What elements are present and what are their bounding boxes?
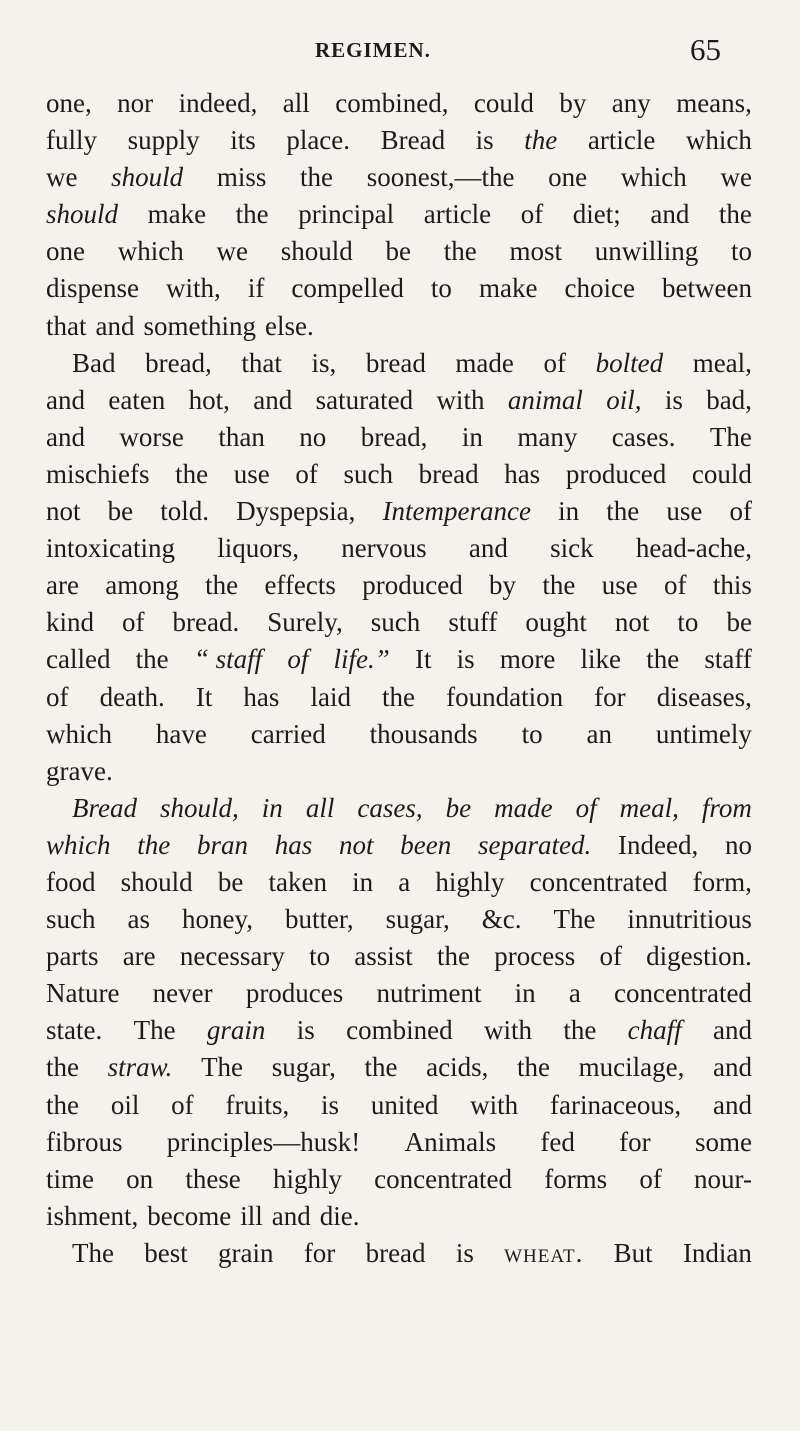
word: and [253, 384, 293, 415]
word: have [155, 718, 207, 749]
word: the [135, 644, 169, 675]
word: which [46, 829, 111, 860]
text-line [46, 604, 752, 641]
word: something [143, 310, 256, 341]
word: eaten [108, 384, 166, 415]
word: not [339, 829, 374, 860]
word: ought [525, 607, 587, 638]
word: the [364, 1052, 398, 1083]
word: is, [311, 347, 337, 378]
word: than [218, 421, 265, 452]
word: for [619, 1126, 651, 1157]
word: chaff [627, 1015, 682, 1046]
word: become [147, 1200, 232, 1231]
word: united [370, 1089, 439, 1120]
word: which [117, 236, 184, 267]
word: been [400, 829, 452, 860]
word: the [517, 1052, 550, 1083]
word: bolted [595, 347, 664, 378]
word: has [274, 829, 313, 860]
word: is [296, 1015, 315, 1046]
word: sugar, [385, 904, 450, 935]
word: carried [250, 718, 326, 749]
word: be [385, 236, 411, 267]
word: of [287, 644, 309, 675]
word: bad, [706, 384, 752, 415]
word: of [575, 792, 597, 823]
word: cases. [611, 421, 676, 452]
word: of [639, 1163, 662, 1194]
word: principles—husk! [166, 1126, 361, 1157]
word: as [127, 904, 150, 935]
word: such [343, 458, 393, 489]
word: parts [46, 941, 99, 972]
word: Bread [72, 792, 137, 823]
body-text [46, 85, 752, 1272]
word: supply [127, 125, 200, 156]
word: state. [46, 1015, 103, 1046]
text-line [46, 901, 752, 938]
word: concentrated [529, 866, 668, 897]
text-line [46, 938, 752, 975]
word: &c. [481, 904, 522, 935]
word: Indian [682, 1237, 752, 1268]
word: no [724, 829, 752, 860]
word: place. [286, 125, 351, 156]
word: all [282, 88, 310, 118]
word: any [611, 88, 651, 118]
word: and [468, 533, 508, 564]
word: The [201, 1052, 244, 1083]
word: combined [346, 1015, 453, 1046]
word: oil, [606, 384, 642, 415]
word: in [461, 421, 483, 452]
word: butter, [284, 904, 354, 935]
word: be [217, 866, 244, 897]
text-line [46, 530, 752, 567]
word: bran [197, 829, 249, 860]
word: a [568, 978, 581, 1009]
word: best [144, 1237, 188, 1268]
word: like [580, 644, 622, 675]
text-line [46, 419, 752, 456]
word: and [713, 1015, 752, 1046]
word: told. [160, 496, 210, 527]
word: that [46, 310, 87, 341]
text-line [46, 1087, 752, 1124]
word: one, [46, 88, 92, 118]
word: make [478, 273, 538, 304]
word: The [72, 1237, 114, 1268]
word: bread, [360, 421, 428, 452]
word: such [370, 607, 421, 638]
word: laid [310, 681, 351, 712]
word: could [473, 88, 534, 118]
word: fibrous [46, 1126, 123, 1157]
word: an [586, 718, 612, 749]
word: which [46, 718, 112, 749]
word: worse [119, 421, 184, 452]
word: “ staff [193, 644, 263, 675]
word: these [185, 1163, 241, 1194]
word: of [171, 1089, 194, 1120]
word: with [483, 1015, 532, 1046]
word: concentrated [374, 1163, 513, 1194]
word: which [685, 125, 752, 156]
word: staff [704, 644, 752, 675]
word: acids, [426, 1052, 489, 1083]
word: digestion. [646, 941, 752, 972]
word: is [475, 125, 494, 156]
word: indeed, [178, 88, 258, 118]
word: are [46, 570, 79, 601]
word: of [520, 199, 544, 230]
word: such [46, 904, 96, 935]
word: The [553, 904, 596, 935]
page-number: 65 [690, 32, 721, 67]
word: the [46, 1052, 79, 1083]
word: no [299, 421, 327, 452]
word: produces [245, 978, 344, 1009]
word: die. [319, 1200, 360, 1231]
word: in [514, 978, 536, 1009]
word: that [241, 347, 282, 378]
word: necessary [179, 941, 285, 972]
word: produced [362, 570, 463, 601]
text-line [46, 270, 752, 307]
text-line [46, 1161, 752, 1198]
word: are [122, 941, 156, 972]
word: foundation [446, 681, 564, 712]
word: should [280, 236, 353, 267]
word: intoxicating [46, 533, 175, 564]
word: and [46, 384, 85, 415]
word: the [646, 644, 680, 675]
text-line [46, 122, 752, 159]
word: hot, [188, 384, 230, 415]
word: and [46, 421, 85, 452]
word: Surely, [267, 607, 343, 638]
word: But [613, 1237, 653, 1268]
text-line [46, 716, 752, 753]
text-line [46, 233, 752, 270]
text-line [46, 308, 752, 345]
word: mischiefs [46, 458, 150, 489]
word: made [455, 347, 514, 378]
word: use [601, 570, 638, 601]
word: bread, [145, 347, 212, 378]
text-line [46, 641, 752, 678]
text-line [46, 790, 752, 827]
word: meal, [619, 792, 679, 823]
word: and [650, 199, 690, 230]
word: liquors, [217, 533, 299, 564]
text-line [46, 827, 752, 864]
word: means, [676, 88, 752, 118]
word: saturated [315, 384, 414, 415]
word: grain [206, 1015, 266, 1046]
word: in [261, 792, 283, 823]
word: we [46, 162, 78, 193]
word: made [494, 792, 553, 823]
word: separated. [478, 829, 592, 860]
word: life.” [333, 644, 390, 675]
word: unwilling [594, 236, 699, 267]
word: mucilage, [578, 1052, 685, 1083]
text-line [46, 679, 752, 716]
word: untimely [655, 718, 752, 749]
word: bread [365, 1237, 426, 1268]
word: The [709, 421, 752, 452]
word: of [664, 570, 687, 601]
word: we [720, 162, 752, 193]
text-line [46, 345, 752, 382]
word: be [107, 496, 134, 527]
word: nour- [694, 1163, 752, 1194]
word: the [235, 199, 269, 230]
word: Nature [46, 978, 120, 1009]
word: its [230, 125, 256, 156]
word: not [614, 607, 650, 638]
word: bread [365, 347, 426, 378]
word: ishment, [46, 1200, 139, 1231]
word: taken [268, 866, 327, 897]
word: is [456, 644, 475, 675]
word: cases, [357, 792, 423, 823]
word: could [691, 458, 752, 489]
word: stuff [448, 607, 498, 638]
text-line [46, 1124, 752, 1161]
word: It [195, 681, 213, 712]
word: be [726, 607, 752, 638]
word: The [133, 1015, 176, 1046]
word: kind [46, 607, 95, 638]
word: should, [160, 792, 239, 823]
word: is [664, 384, 683, 415]
word: head-ache, [635, 533, 752, 564]
word: honey, [181, 904, 253, 935]
word: else. [264, 310, 314, 341]
word: miss [216, 162, 267, 193]
word: use [233, 458, 270, 489]
word: between [662, 273, 752, 304]
word: on [126, 1163, 154, 1194]
word: of [599, 941, 622, 972]
word: a [398, 866, 411, 897]
word: be [445, 792, 472, 823]
word: to [677, 607, 699, 638]
word: one [548, 162, 588, 193]
word: the [563, 1015, 597, 1046]
word: thousands [369, 718, 478, 749]
word: use [666, 496, 703, 527]
word: one [46, 236, 85, 267]
word: sick [550, 533, 594, 564]
text-line [46, 753, 752, 790]
word: with [470, 1089, 519, 1120]
word: many [517, 421, 578, 452]
word: to [309, 941, 331, 972]
word: has [243, 681, 280, 712]
word: form, [692, 866, 752, 897]
word: fruits, [225, 1089, 290, 1120]
word: nor [117, 88, 154, 118]
word: with [436, 384, 485, 415]
word: the [718, 199, 752, 230]
word: never [152, 978, 213, 1009]
word: animal [507, 384, 583, 415]
word: the [437, 941, 471, 972]
word: this [712, 570, 752, 601]
word: Bad [72, 347, 116, 378]
word: the [382, 681, 416, 712]
word: highly [272, 1163, 342, 1194]
word: meal, [692, 347, 752, 378]
word: and [713, 1052, 752, 1083]
text-line [46, 864, 752, 901]
word: straw. [107, 1052, 173, 1083]
word: fully [46, 125, 97, 156]
text-line [46, 1198, 752, 1235]
word: of [122, 607, 145, 638]
word: Intemperance [382, 496, 531, 527]
word: all [305, 792, 335, 823]
text-line [46, 159, 752, 196]
word: more [499, 644, 556, 675]
word: for [594, 681, 626, 712]
word: make [147, 199, 207, 230]
word: the [542, 570, 576, 601]
word: and [271, 1200, 311, 1231]
word: food [46, 866, 96, 897]
word: which [620, 162, 687, 193]
word: and [712, 1089, 752, 1120]
word: if [247, 273, 265, 304]
page-title: REGIMEN. [315, 38, 431, 62]
word: oil [110, 1089, 140, 1120]
word: bread [418, 458, 479, 489]
word: article [587, 125, 656, 156]
word: ill [240, 1200, 263, 1231]
word: nervous [341, 533, 427, 564]
text-line [46, 1012, 752, 1049]
word: not [46, 496, 81, 527]
word: nutriment [376, 978, 482, 1009]
text-line [46, 493, 752, 530]
word: sugar, [271, 1052, 336, 1083]
text-line [46, 85, 752, 122]
text-line [46, 1235, 752, 1272]
word: the [205, 570, 239, 601]
word: grain [218, 1237, 274, 1268]
word: wheat. [504, 1237, 584, 1268]
word: called [46, 644, 111, 675]
word: to [521, 718, 543, 749]
word: should [46, 199, 119, 230]
word: should [111, 162, 184, 193]
word: soonest,—the [366, 162, 515, 193]
text-line [46, 1049, 752, 1086]
word: is [455, 1237, 474, 1268]
word: some [694, 1126, 752, 1157]
text-line [46, 456, 752, 493]
text-line [46, 567, 752, 604]
word: concentrated [614, 978, 752, 1009]
text-line [46, 382, 752, 419]
word: should [120, 866, 193, 897]
word: forms [544, 1163, 608, 1194]
word: death. [99, 681, 165, 712]
word: combined, [335, 88, 449, 118]
word: in [352, 866, 374, 897]
word: and [95, 310, 135, 341]
word: of [729, 496, 752, 527]
word: grave. [46, 755, 113, 786]
word: is [321, 1089, 340, 1120]
word: Animals [404, 1126, 497, 1157]
word: the [300, 162, 334, 193]
running-head [0, 34, 800, 74]
word: diseases, [656, 681, 752, 712]
word: among [105, 570, 179, 601]
word: process [494, 941, 576, 972]
word: Indeed, [618, 829, 699, 860]
word: has [504, 458, 541, 489]
word: to [430, 273, 452, 304]
word: by [489, 570, 517, 601]
word: diet; [572, 199, 621, 230]
text-line [46, 975, 752, 1012]
word: from [701, 792, 752, 823]
word: of [295, 458, 318, 489]
word: compelled [291, 273, 404, 304]
word: the [137, 829, 171, 860]
word: most [509, 236, 562, 267]
word: choice [564, 273, 635, 304]
word: the [524, 125, 558, 156]
word: It [414, 644, 432, 675]
word: article [423, 199, 492, 230]
word: assist [354, 941, 413, 972]
word: bread. [172, 607, 240, 638]
word: Bread [380, 125, 446, 156]
word: effects [264, 570, 336, 601]
word: fed [540, 1126, 575, 1157]
word: time [46, 1163, 94, 1194]
word: highly [435, 866, 505, 897]
word: of [46, 681, 69, 712]
word: for [303, 1237, 336, 1268]
word: produced [565, 458, 667, 489]
word: principal [298, 199, 395, 230]
word: Dyspepsia, [236, 496, 356, 527]
word: to [730, 236, 752, 267]
word: innutritious [627, 904, 752, 935]
word: the [606, 496, 640, 527]
word: by [559, 88, 587, 118]
word: we [216, 236, 248, 267]
word: the [175, 458, 209, 489]
word: with, [166, 273, 221, 304]
word: farinaceous, [549, 1089, 682, 1120]
word: the [443, 236, 477, 267]
word: in [558, 496, 580, 527]
word: of [543, 347, 566, 378]
text-line [46, 196, 752, 233]
word: the [46, 1089, 79, 1120]
word: dispense [46, 273, 139, 304]
